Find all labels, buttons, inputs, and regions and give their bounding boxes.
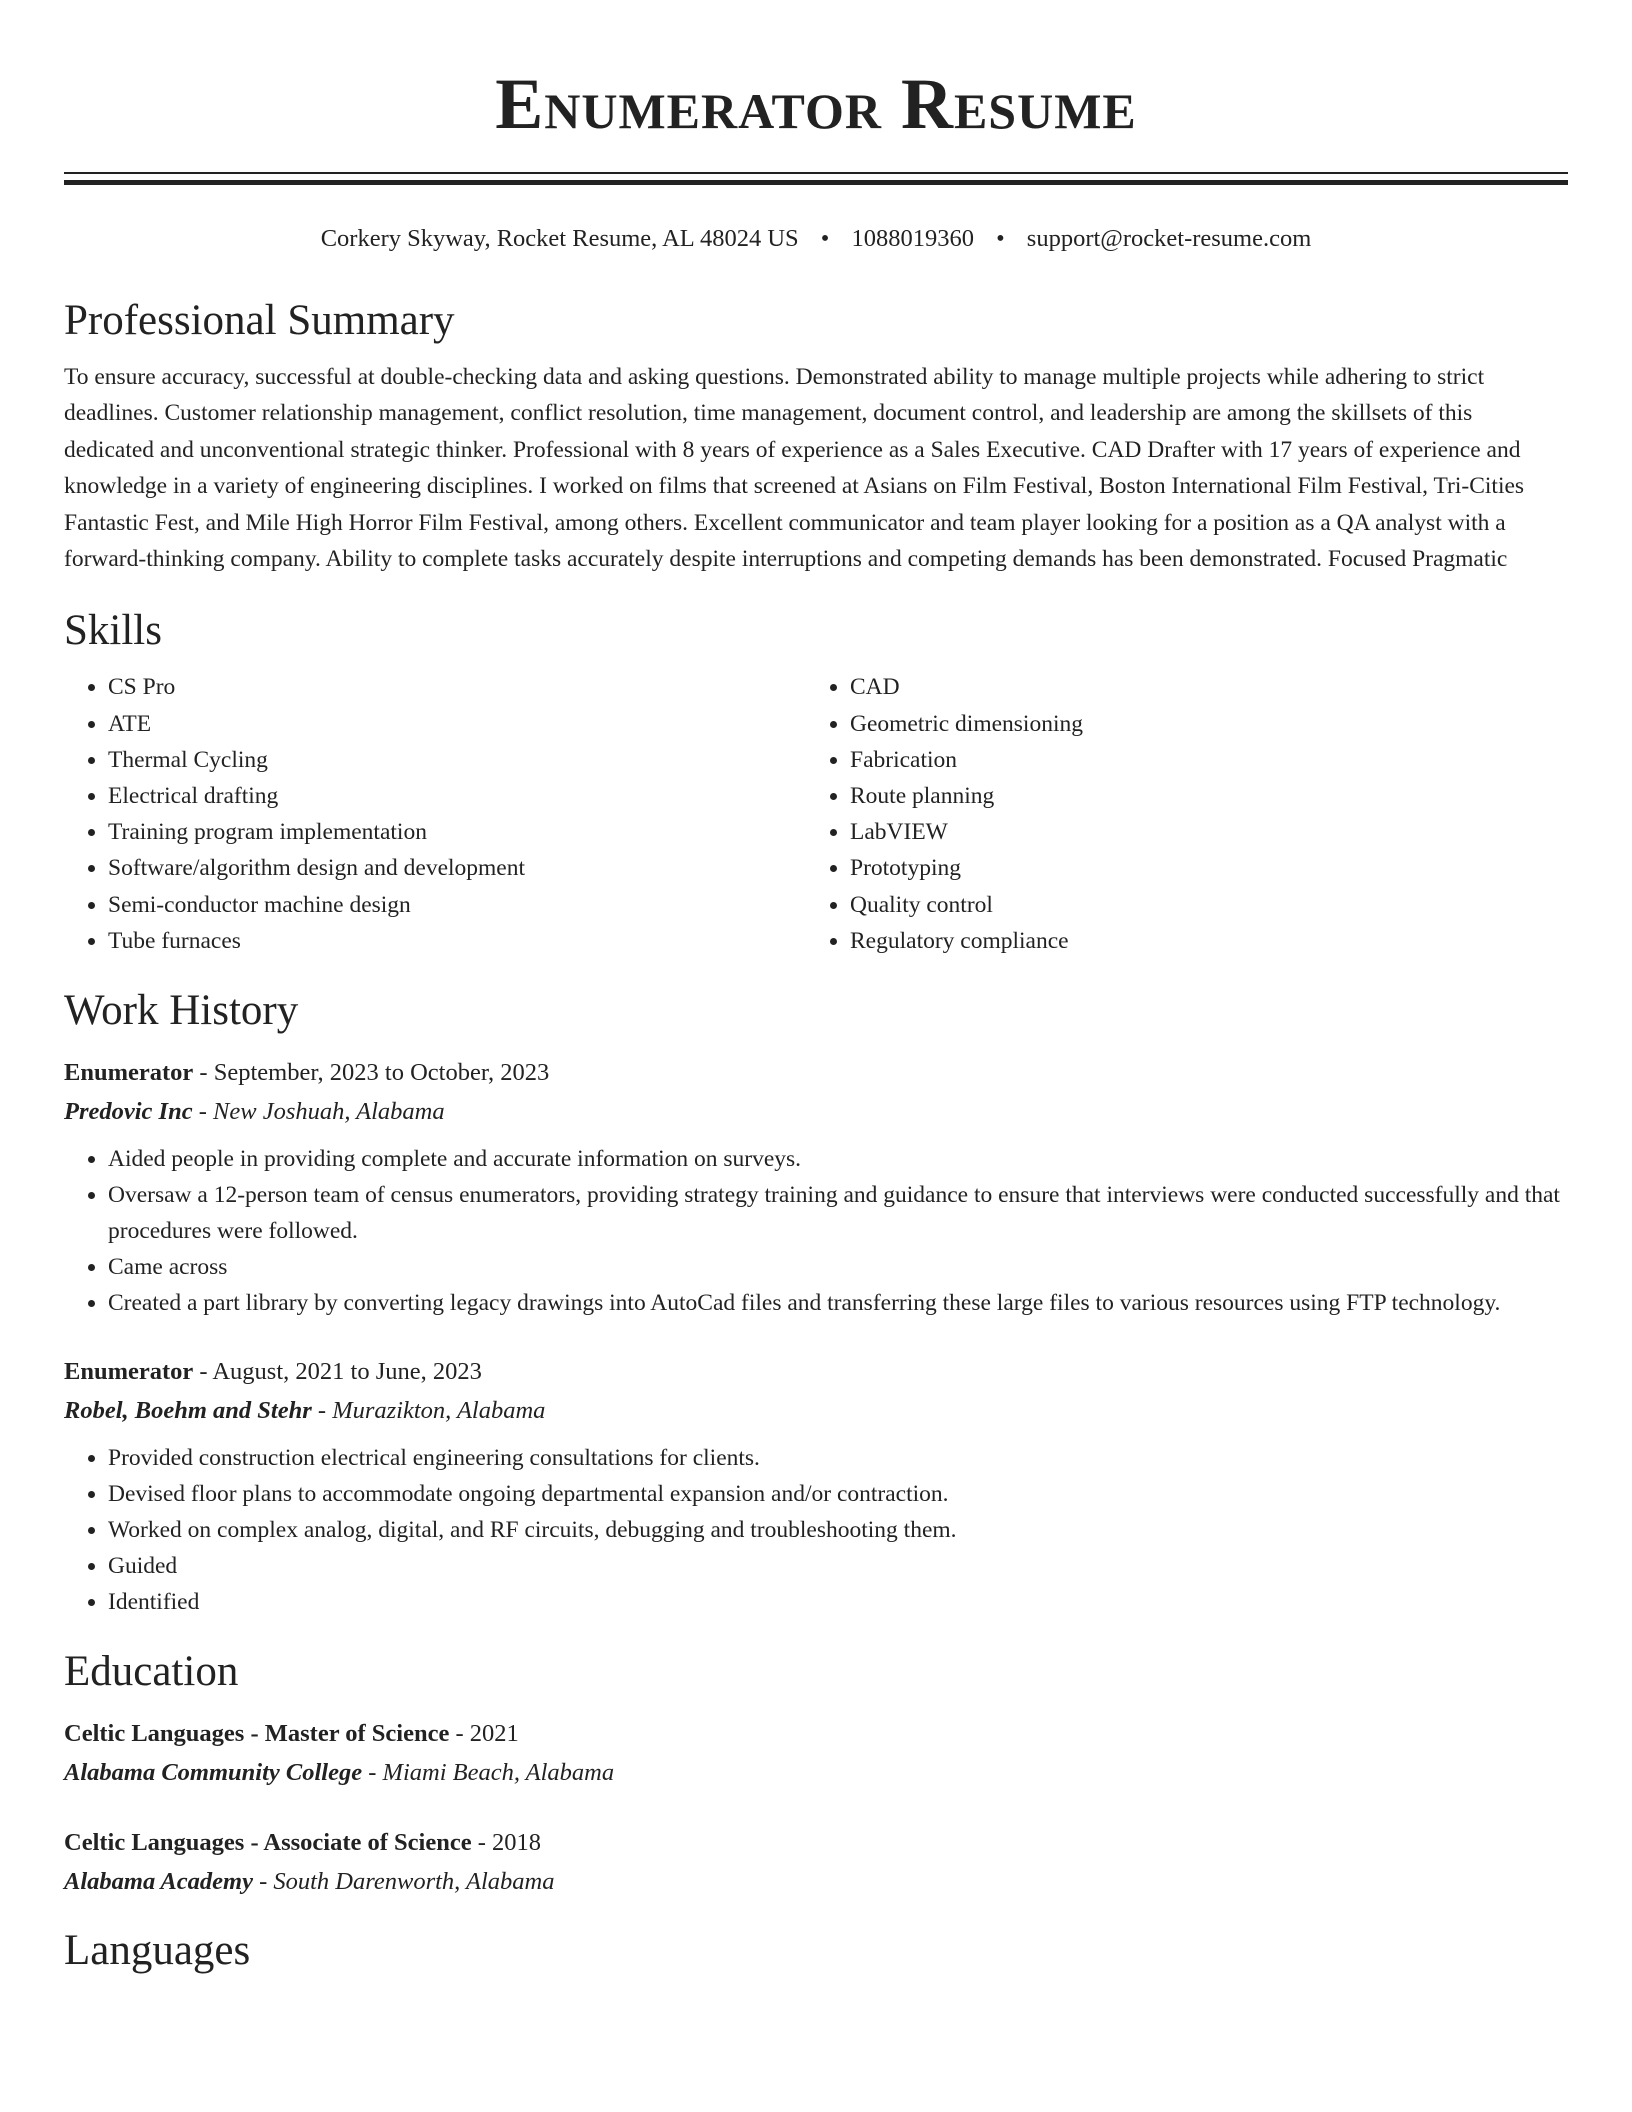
job-entry xyxy=(64,1352,1568,1620)
job-company: Predovic Inc xyxy=(64,1098,193,1126)
skill-item: • LabVIEW xyxy=(850,814,1548,850)
job-title: Enumerator xyxy=(64,1059,194,1087)
job-bullet: • Devised floor plans to accommodate ongoing departmental expansion and/or contraction. xyxy=(108,1476,1568,1512)
education-school: Alabama Academy xyxy=(64,1868,253,1896)
job-location: New Joshuah, Alabama xyxy=(213,1098,445,1126)
skill-item: • Tube furnaces xyxy=(108,923,806,959)
job-bullet: • Created a part library by converting legacy drawings into AutoCad files and transferring these large files to various resources using FTP technology. xyxy=(108,1285,1568,1321)
education-entry xyxy=(64,1823,1568,1901)
job-bullets xyxy=(64,1141,1568,1321)
contact-line xyxy=(64,221,1568,257)
education-location: South Darenworth, Alabama xyxy=(273,1868,555,1896)
skills-right-list xyxy=(806,669,1548,959)
work-heading: Work History xyxy=(64,987,299,1035)
job-header: Enumerator - September, 2023 to October, 2023 xyxy=(64,1059,550,1087)
education-year: 2018 xyxy=(492,1829,542,1857)
job-bullets xyxy=(64,1440,1568,1620)
contact-address: Corkery Skyway, Rocket Resume, AL 48024 US xyxy=(320,225,799,252)
contact-phone: 1088019360 xyxy=(851,225,974,252)
job-dates: September, 2023 to October, 2023 xyxy=(213,1059,550,1087)
job-bullet: • Oversaw a 12-person team of census enumerators, providing strategy training and guidance to ensure that interviews were conducted successfully and that procedures were followed. xyxy=(108,1177,1568,1249)
languages-heading: Languages xyxy=(64,1927,251,1975)
job-company-line: Robel, Boehm and Stehr - Murazikton, Alabama xyxy=(64,1397,546,1425)
skills-left-list xyxy=(64,669,806,959)
education-degree: Celtic Languages - Associate of Science xyxy=(64,1829,472,1857)
skills-columns xyxy=(64,669,1568,959)
job-company: Robel, Boehm and Stehr xyxy=(64,1397,312,1425)
education-entry xyxy=(64,1714,1568,1792)
job-bullet: • Identified xyxy=(108,1584,1568,1620)
skill-item: • Route planning xyxy=(850,778,1548,814)
job-bullet: • Provided construction electrical engineering consultations for clients. xyxy=(108,1440,1568,1476)
job-bullet: • Guided xyxy=(108,1548,1568,1584)
skill-item: • CS Pro xyxy=(108,669,806,705)
education-location: Miami Beach, Alabama xyxy=(382,1759,615,1787)
skill-item: • Semi-conductor machine design xyxy=(108,887,806,923)
contact-separator: • xyxy=(996,225,1005,252)
job-bullet: • Came across xyxy=(108,1249,1568,1285)
job-title: Enumerator xyxy=(64,1358,194,1386)
resume-title: Enumerator Resume xyxy=(495,64,1137,144)
skill-item: • Electrical drafting xyxy=(108,778,806,814)
job-bullet: • Aided people in providing complete and accurate information on surveys. xyxy=(108,1141,1568,1177)
job-location: Murazikton, Alabama xyxy=(332,1397,546,1425)
contact-separator: • xyxy=(820,225,830,252)
skill-item: • Training program implementation xyxy=(108,814,806,850)
skill-item: • ATE xyxy=(108,706,806,742)
title-rule-thin xyxy=(64,172,1568,174)
education-degree-line: Celtic Languages - Master of Science - 2021 xyxy=(64,1720,519,1748)
skills-heading: Skills xyxy=(64,607,162,655)
job-company-line: Predovic Inc - New Joshuah, Alabama xyxy=(64,1098,445,1126)
skill-item: • Fabrication xyxy=(850,742,1548,778)
education-school: Alabama Community College xyxy=(64,1759,363,1787)
education-year: 2021 xyxy=(469,1720,519,1748)
skill-item: • Prototyping xyxy=(850,850,1548,886)
education-heading: Education xyxy=(64,1648,239,1696)
education-school-line: Alabama Community College - Miami Beach, Alabama xyxy=(64,1759,615,1787)
contact-email: support@rocket-resume.com xyxy=(1026,225,1312,252)
summary-text: To ensure accuracy, successful at double-checking data and asking questions. Demonstrated ability to manage multiple projects while adhering to strict deadlines. Customer relationship management, conflict resolution, time management, document control, and leadership are among the skillsets of this dedicated and unconventional strategic thinker. Professional with 8 years of experience as a Sales Executive. CAD Drafter with 17 years of experience and knowledge in a variety of engineering disciplines. I worked on films that screened at Asians on Film Festival, Boston International Film Festival, Tri-Cities Fantastic Fest, and Mile High Horror Film Festival, among others. Excellent communicator and team player looking for a position as a QA analyst with a forward-thinking company. Ability to complete tasks accurately despite interruptions and competing demands has been demonstrated. Focused Pragmatic xyxy=(64,364,1525,573)
education-degree-line: Celtic Languages - Associate of Science - 2018 xyxy=(64,1829,542,1857)
skill-item: • CAD xyxy=(850,669,1548,705)
job-bullet: • Worked on complex analog, digital, and RF circuits, debugging and troubleshooting them. xyxy=(108,1512,1568,1548)
summary-heading: Professional Summary xyxy=(64,297,455,344)
title-rule-thick xyxy=(64,180,1568,185)
job-entry xyxy=(64,1053,1568,1321)
skill-item: • Software/algorithm design and development xyxy=(108,850,806,886)
education-degree: Celtic Languages - Master of Science xyxy=(64,1720,450,1748)
job-header: Enumerator - August, 2021 to June, 2023 xyxy=(64,1358,482,1386)
job-dates: August, 2021 to June, 2023 xyxy=(212,1358,482,1386)
skill-item: • Quality control xyxy=(850,887,1548,923)
skill-item: • Thermal Cycling xyxy=(108,742,806,778)
education-school-line: Alabama Academy - South Darenworth, Alabama xyxy=(64,1868,555,1896)
skill-item: • Geometric dimensioning xyxy=(850,706,1548,742)
skill-item: • Regulatory compliance xyxy=(850,923,1548,959)
